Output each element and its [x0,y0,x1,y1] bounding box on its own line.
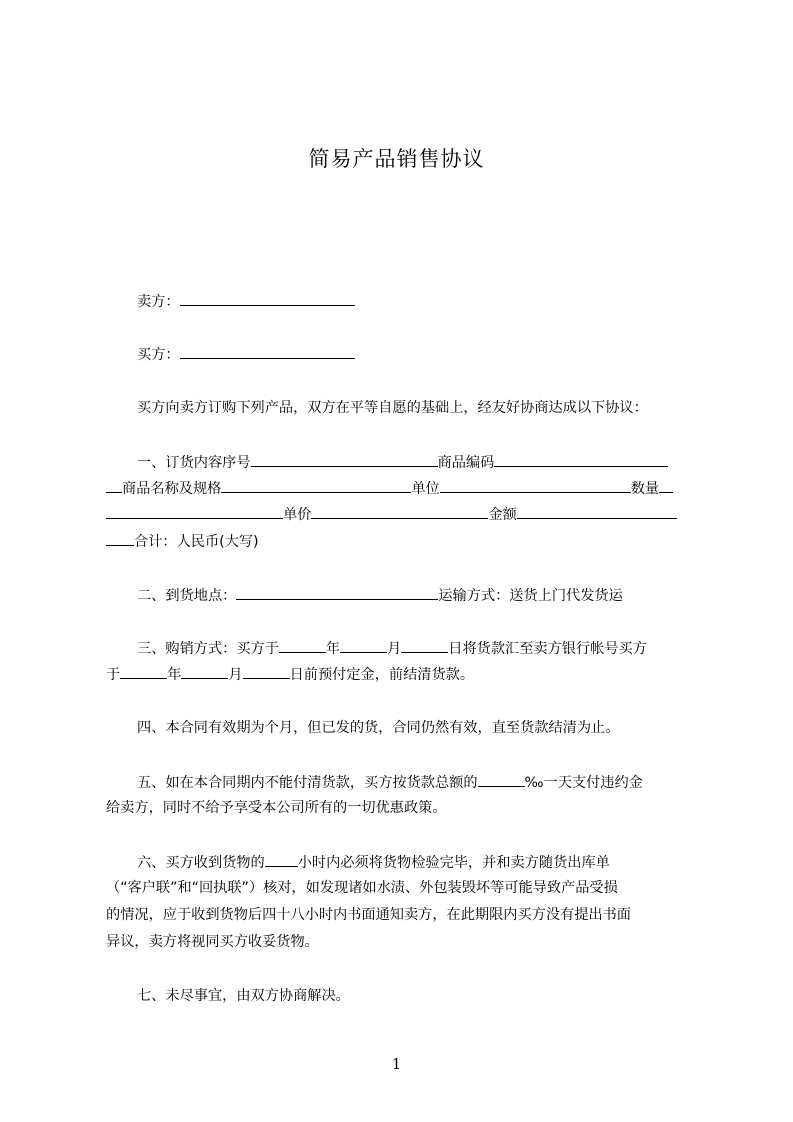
blank [106,478,122,493]
blank [106,504,283,519]
clause4-line: 四、本合同有效期为个月，但已发的货，合同仍然有效，直至货款结清为止。 [137,720,620,736]
blank [106,531,134,546]
clause1-qty-label: 数量 [630,481,660,497]
clause1-line1 [137,452,668,473]
buyer-label: 买方： [137,347,180,363]
clause3-line2 [106,664,474,685]
clause1-line4 [106,531,259,552]
clause5-text: 五、如在本合同期内不能付清货款，买方按货款总额的 [137,775,478,791]
clause6-text: 六、买方收到货物的 [137,855,265,871]
clause6-line2: （“客户联”和“回执联”）核对，如发现诸如水渍、外包装毁坏等可能导致产品受损 [106,880,618,896]
clause3-text: 于 [106,667,121,683]
blank [221,478,411,493]
clause1-name-label: 商品名称及规格 [122,481,222,497]
page-number: 1 [391,1055,402,1073]
clause1-line3 [106,504,677,525]
clause3-text: 日将货款汇至卖方银行帐号买方 [448,641,647,657]
clause5-text: ‰一天支付违约金 [524,775,643,791]
clause7-line: 七、未尽事宜，由双方协商解决。 [137,988,350,1004]
clause3-line1 [137,638,647,659]
blank [236,585,438,600]
clause1-total-label: 合计：人民币(大写) [134,534,259,550]
clause2-line [137,585,623,606]
blank [251,452,438,467]
year-label: 年 [325,641,341,657]
clause2-transport: 运输方式：送货上门代发货运 [438,588,623,604]
clause1-code-label: 商品编码 [437,455,495,471]
buyer-blank [180,344,355,359]
blank [401,638,448,653]
clause3-text: 日前预付定金，前结清货款。 [289,667,475,683]
blank [265,852,298,867]
clause1-line2 [106,478,673,499]
clause2-location-label: 二、到货地点： [137,588,237,604]
buyer-line [137,344,355,365]
intro-paragraph: 买方向卖方订购下列产品，双方在平等自愿的基础上，经友好协商达成以下协议： [137,400,648,416]
clause3-text: 三、购销方式：买方于 [137,641,279,657]
clause1-price-label: 单价 [283,507,312,523]
blank [243,664,290,679]
blank [279,638,326,653]
year-label: 年 [167,667,182,683]
clause5-line1 [137,772,643,793]
blank [311,504,488,519]
blank [181,664,228,679]
seller-blank [180,291,355,306]
blank [494,452,668,467]
clause6-line1 [137,852,610,873]
seller-label: 卖方： [137,294,180,310]
clause5-line2: 给卖方，同时不给予享受本公司所有的一切优惠政策。 [106,800,447,816]
blank [517,504,677,519]
clause6-line3: 的情况，应于收到货物后四十八小时内书面通知卖方，在此期限内买方没有提出书面 [106,907,631,923]
clause6-line4: 异议，卖方将视同买方收妥货物。 [106,934,319,950]
seller-line [137,291,355,312]
blank [478,772,525,787]
clause1-unit-label: 单位 [411,481,440,497]
clause1-order-label: 一、订货内容序号 [137,455,251,471]
blank [440,478,631,493]
blank [659,478,673,493]
month-label: 月 [228,667,243,683]
month-label: 月 [387,641,402,657]
clause6-text: 小时内必须将货物检验完毕，并和卖方随货出库单 [297,855,610,871]
clause1-amount-label: 金额 [488,507,517,523]
blank [340,638,387,653]
page-title: 简易产品销售协议 [308,147,485,171]
blank [120,664,167,679]
